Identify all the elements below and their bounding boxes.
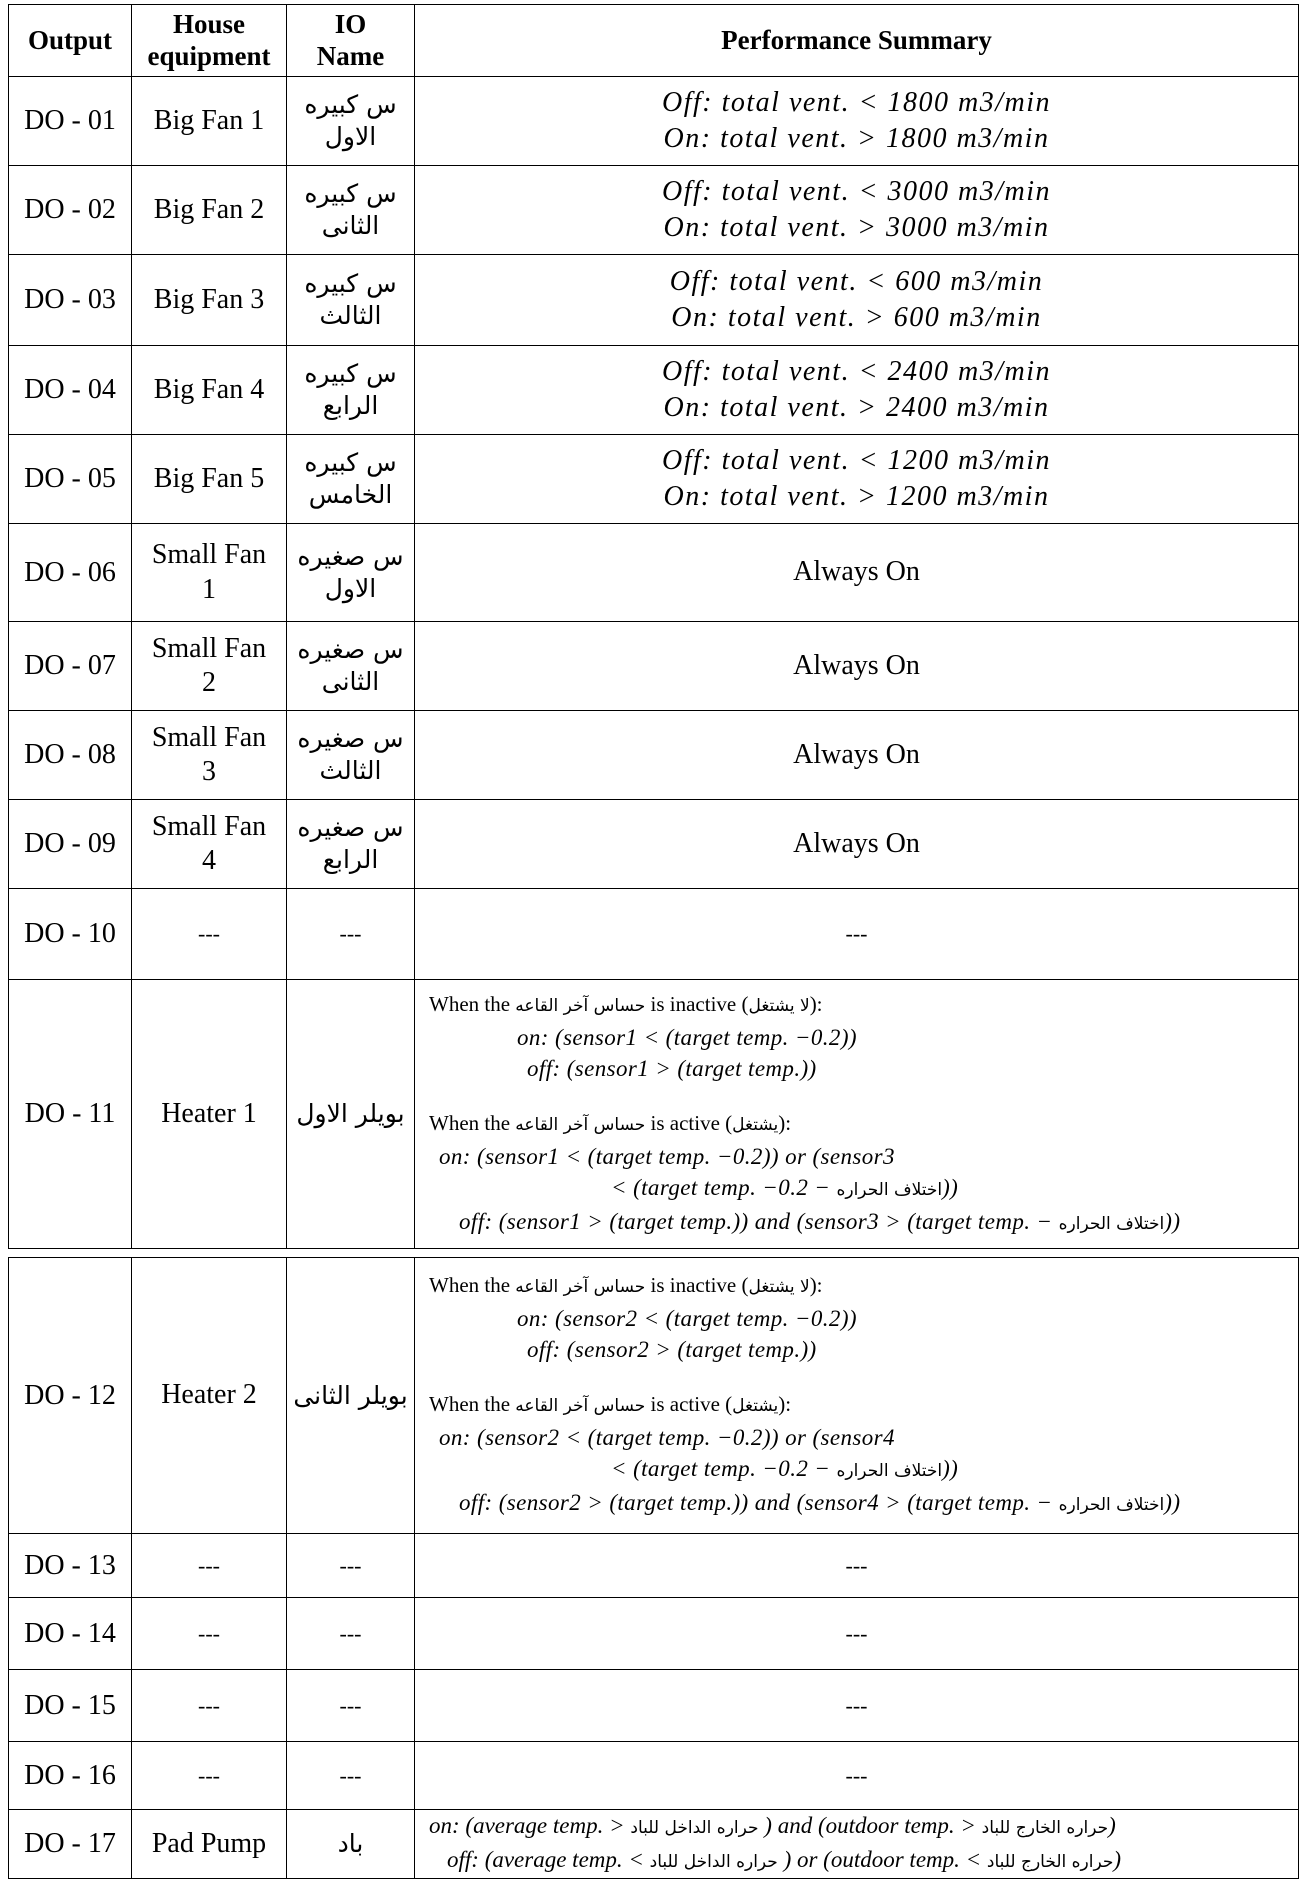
performance-cell: --- <box>415 1670 1299 1742</box>
table-row <box>9 889 1299 980</box>
io-name-cell: س كبيره الخامس <box>287 435 415 524</box>
performance-cell: --- <box>415 1742 1299 1810</box>
output-cell: DO - 07 <box>9 622 132 711</box>
performance-cell: Off: total vent. < 3000 m3/min On: total vent. > 3000 m3/min <box>415 166 1299 255</box>
io-name-cell: س صغيره الاول <box>287 524 415 622</box>
inactive-heading: When the حساس آخر القاعه is inactive (لا يشتغل): <box>429 991 823 1016</box>
equipment-cell: Heater 1 <box>132 980 287 1249</box>
header-row <box>9 5 1299 77</box>
active-on-rule: on: (sensor2 < (target temp. −0.2)) or (sensor4 <box>439 1425 895 1450</box>
io-table-part-2 <box>8 1257 1299 1879</box>
performance-cell: Always On <box>415 524 1299 622</box>
active-on-rule-cont: < (target temp. −0.2 − اختلاف الحراره)) <box>611 1456 959 1481</box>
pump-on-rule: on: (average temp. > حراره الداخل للباد ) and (outdoor temp. > حراره الخارج للباد) <box>429 1813 1116 1838</box>
header-output: Output <box>9 5 132 77</box>
header-equipment: House equipment <box>132 5 287 77</box>
io-name-cell: --- <box>287 1534 415 1598</box>
performance-cell: Off: total vent. < 1200 m3/min On: total vent. > 1200 m3/min <box>415 435 1299 524</box>
table-row <box>9 980 1299 1249</box>
io-name-cell: بويلر الثانى <box>287 1258 415 1534</box>
equipment-cell: --- <box>132 889 287 980</box>
table-row <box>9 1598 1299 1670</box>
heater-condition-cell <box>415 1258 1299 1534</box>
table-row <box>9 800 1299 889</box>
inactive-off-rule: off: (sensor2 > (target temp.)) <box>527 1337 817 1362</box>
output-cell: DO - 17 <box>9 1810 132 1879</box>
io-name-cell: س كبيره الثالث <box>287 255 415 346</box>
performance-cell: Always On <box>415 622 1299 711</box>
output-cell: DO - 13 <box>9 1534 132 1598</box>
equipment-cell: Big Fan 1 <box>132 77 287 166</box>
performance-cell: Off: total vent. < 1800 m3/min On: total vent. > 1800 m3/min <box>415 77 1299 166</box>
io-name-cell: --- <box>287 1742 415 1810</box>
inactive-heading: When the حساس آخر القاعه is inactive (لا يشتغل): <box>429 1273 823 1297</box>
equipment-cell: --- <box>132 1534 287 1598</box>
header-io-name: IO Name <box>287 5 415 77</box>
equipment-cell: --- <box>132 1742 287 1810</box>
output-cell: DO - 09 <box>9 800 132 889</box>
active-off-rule: off: (sensor2 > (target temp.)) and (sensor4 > (target temp. − اختلاف الحراره)) <box>459 1490 1181 1515</box>
output-cell: DO - 08 <box>9 711 132 800</box>
active-heading: When the حساس آخر القاعه is active (يشتغل): <box>429 1392 792 1416</box>
pump-off-rule: off: (average temp. < حراره الداخل للباد ) or (outdoor temp. < حراره الخارج للباد) <box>447 1847 1122 1872</box>
equipment-cell: --- <box>132 1670 287 1742</box>
equipment-cell: Small Fan 3 <box>132 711 287 800</box>
table-row <box>9 1810 1299 1879</box>
equipment-cell: Small Fan 4 <box>132 800 287 889</box>
io-name-cell: س صغيره الثانى <box>287 622 415 711</box>
equipment-cell: Heater 2 <box>132 1258 287 1534</box>
performance-cell: Always On <box>415 711 1299 800</box>
output-cell: DO - 06 <box>9 524 132 622</box>
inactive-off-rule: off: (sensor1 > (target temp.)) <box>527 1055 817 1081</box>
pump-condition-cell <box>415 1810 1299 1879</box>
table-row <box>9 166 1299 255</box>
equipment-cell: Small Fan 1 <box>132 524 287 622</box>
io-name-cell: بويلر الاول <box>287 980 415 1249</box>
equipment-cell: Big Fan 4 <box>132 346 287 435</box>
output-cell: DO - 03 <box>9 255 132 346</box>
io-table-part-1 <box>8 4 1299 1249</box>
active-on-rule: on: (sensor1 < (target temp. −0.2)) or (sensor3 <box>439 1143 895 1169</box>
table-row <box>9 435 1299 524</box>
io-name-cell: س صغيره الرابع <box>287 800 415 889</box>
inactive-on-rule: on: (sensor2 < (target temp. −0.2)) <box>517 1306 857 1331</box>
equipment-cell: Pad Pump <box>132 1810 287 1879</box>
output-cell: DO - 10 <box>9 889 132 980</box>
output-cell: DO - 11 <box>9 980 132 1249</box>
table-row <box>9 1670 1299 1742</box>
equipment-cell: Big Fan 5 <box>132 435 287 524</box>
output-cell: DO - 14 <box>9 1598 132 1670</box>
inactive-on-rule: on: (sensor1 < (target temp. −0.2)) <box>517 1024 857 1050</box>
io-name-cell: --- <box>287 889 415 980</box>
io-name-cell: س كبيره الاول <box>287 77 415 166</box>
io-name-cell: --- <box>287 1670 415 1742</box>
io-name-cell: س كبيره الرابع <box>287 346 415 435</box>
performance-cell: Always On <box>415 800 1299 889</box>
output-cell: DO - 01 <box>9 77 132 166</box>
table-row <box>9 622 1299 711</box>
table-row <box>9 1534 1299 1598</box>
io-name-cell: س صغيره الثالث <box>287 711 415 800</box>
table-row <box>9 255 1299 346</box>
equipment-cell: --- <box>132 1598 287 1670</box>
output-cell: DO - 02 <box>9 166 132 255</box>
performance-cell: Off: total vent. < 2400 m3/min On: total vent. > 2400 m3/min <box>415 346 1299 435</box>
output-cell: DO - 05 <box>9 435 132 524</box>
io-name-cell: باد <box>287 1810 415 1879</box>
equipment-cell: Small Fan 2 <box>132 622 287 711</box>
header-performance: Performance Summary <box>415 5 1299 77</box>
output-cell: DO - 15 <box>9 1670 132 1742</box>
performance-cell: --- <box>415 1598 1299 1670</box>
equipment-cell: Big Fan 2 <box>132 166 287 255</box>
performance-cell: --- <box>415 889 1299 980</box>
active-heading: When the حساس آخر القاعه is active (يشتغل): <box>429 1110 792 1135</box>
active-off-rule: off: (sensor1 > (target temp.)) and (sensor3 > (target temp. − اختلاف الحراره)) <box>459 1208 1181 1234</box>
io-name-cell: س كبيره الثانى <box>287 166 415 255</box>
io-name-cell: --- <box>287 1598 415 1670</box>
table-row <box>9 524 1299 622</box>
table-row <box>9 1258 1299 1534</box>
heater-condition-cell <box>415 980 1299 1249</box>
active-on-rule-cont: < (target temp. −0.2 − اختلاف الحراره)) <box>611 1174 959 1200</box>
performance-cell: Off: total vent. < 600 m3/min On: total vent. > 600 m3/min <box>415 255 1299 346</box>
table-row <box>9 77 1299 166</box>
output-cell: DO - 12 <box>9 1258 132 1534</box>
table-row <box>9 346 1299 435</box>
output-cell: DO - 04 <box>9 346 132 435</box>
table-row <box>9 1742 1299 1810</box>
equipment-cell: Big Fan 3 <box>132 255 287 346</box>
performance-cell: --- <box>415 1534 1299 1598</box>
table-row <box>9 711 1299 800</box>
output-cell: DO - 16 <box>9 1742 132 1810</box>
